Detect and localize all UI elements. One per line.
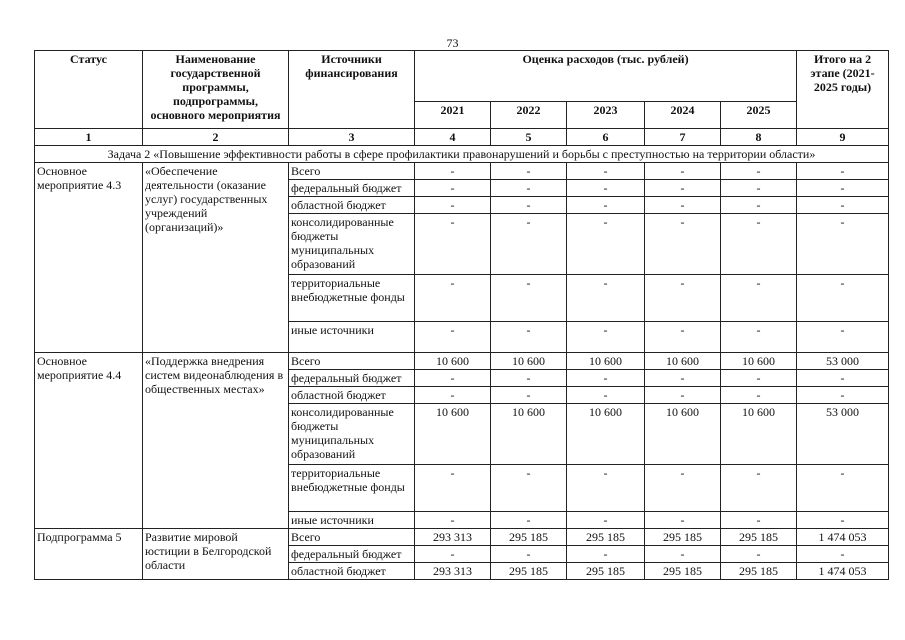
- value-cell: -: [645, 546, 721, 563]
- source-cell: территориальные внебюджетные фонды: [289, 465, 415, 512]
- value-cell: -: [491, 322, 567, 353]
- value-cell: -: [645, 322, 721, 353]
- value-cell: -: [645, 387, 721, 404]
- value-cell: -: [491, 370, 567, 387]
- header-year: 2023: [567, 102, 645, 129]
- value-cell: -: [491, 546, 567, 563]
- value-cell: 295 185: [645, 563, 721, 580]
- value-cell: 10 600: [491, 404, 567, 465]
- value-cell: -: [491, 387, 567, 404]
- value-cell: -: [721, 546, 797, 563]
- header-name: Наименование государственной программы, подпрограммы, основного мероприятия: [143, 51, 289, 129]
- value-cell: -: [797, 322, 889, 353]
- value-cell: -: [567, 275, 645, 322]
- value-cell: -: [797, 387, 889, 404]
- value-cell: 10 600: [415, 353, 491, 370]
- value-cell: 1 474 053: [797, 529, 889, 546]
- source-cell: Всего: [289, 163, 415, 180]
- column-number: 5: [491, 129, 567, 146]
- column-number: 9: [797, 129, 889, 146]
- value-cell: -: [721, 465, 797, 512]
- column-number: 2: [143, 129, 289, 146]
- value-cell: -: [797, 275, 889, 322]
- value-cell: -: [415, 275, 491, 322]
- source-cell: Всего: [289, 529, 415, 546]
- source-cell: Всего: [289, 353, 415, 370]
- table-row: [35, 529, 889, 546]
- value-cell: -: [721, 322, 797, 353]
- value-cell: -: [721, 512, 797, 529]
- value-cell: -: [721, 163, 797, 180]
- value-cell: -: [491, 197, 567, 214]
- value-cell: -: [567, 163, 645, 180]
- value-cell: 293 313: [415, 529, 491, 546]
- header-year: 2021: [415, 102, 491, 129]
- value-cell: -: [645, 180, 721, 197]
- value-cell: 293 313: [415, 563, 491, 580]
- value-cell: 10 600: [415, 404, 491, 465]
- value-cell: -: [645, 275, 721, 322]
- value-cell: 295 185: [567, 563, 645, 580]
- value-cell: -: [415, 322, 491, 353]
- value-cell: 295 185: [645, 529, 721, 546]
- value-cell: -: [797, 180, 889, 197]
- block-status: Основное мероприятие 4.4: [35, 353, 143, 529]
- value-cell: 10 600: [721, 353, 797, 370]
- value-cell: -: [645, 370, 721, 387]
- column-number: 8: [721, 129, 797, 146]
- value-cell: -: [491, 512, 567, 529]
- source-cell: территориальные внебюджетные фонды: [289, 275, 415, 322]
- block-status: Подпрограмма 5: [35, 529, 143, 580]
- value-cell: -: [645, 465, 721, 512]
- block-name: «Поддержка внедрения систем видеонаблюдения в общественных местах»: [143, 353, 289, 529]
- header-year: 2022: [491, 102, 567, 129]
- value-cell: -: [415, 465, 491, 512]
- value-cell: -: [415, 214, 491, 275]
- column-number: 3: [289, 129, 415, 146]
- value-cell: -: [567, 370, 645, 387]
- value-cell: -: [567, 546, 645, 563]
- source-cell: федеральный бюджет: [289, 370, 415, 387]
- table-row: [35, 353, 889, 370]
- value-cell: 10 600: [645, 353, 721, 370]
- source-cell: иные источники: [289, 512, 415, 529]
- value-cell: 53 000: [797, 404, 889, 465]
- value-cell: 10 600: [567, 404, 645, 465]
- source-cell: областной бюджет: [289, 563, 415, 580]
- header-status: Статус: [35, 51, 143, 129]
- value-cell: -: [415, 197, 491, 214]
- value-cell: -: [797, 214, 889, 275]
- value-cell: -: [415, 180, 491, 197]
- source-cell: консолидированные бюджеты муниципальных образований: [289, 214, 415, 275]
- value-cell: -: [567, 387, 645, 404]
- value-cell: -: [721, 214, 797, 275]
- block-status: Основное мероприятие 4.3: [35, 163, 143, 353]
- value-cell: -: [797, 370, 889, 387]
- value-cell: 10 600: [567, 353, 645, 370]
- value-cell: -: [645, 512, 721, 529]
- header-sources: Источники финансирования: [289, 51, 415, 129]
- block-name: «Обеспечение деятельности (оказание услуг) государственных учреждений (организаций)»: [143, 163, 289, 353]
- value-cell: -: [567, 322, 645, 353]
- header-year: 2024: [645, 102, 721, 129]
- value-cell: -: [415, 546, 491, 563]
- value-cell: -: [491, 180, 567, 197]
- page-number: 73: [446, 36, 459, 50]
- value-cell: -: [567, 465, 645, 512]
- value-cell: -: [721, 387, 797, 404]
- value-cell: -: [415, 387, 491, 404]
- value-cell: -: [567, 214, 645, 275]
- source-cell: иные источники: [289, 322, 415, 353]
- value-cell: -: [721, 180, 797, 197]
- source-cell: областной бюджет: [289, 387, 415, 404]
- source-cell: федеральный бюджет: [289, 546, 415, 563]
- value-cell: -: [797, 546, 889, 563]
- header-estimate: Оценка расходов (тыс. рублей): [415, 51, 797, 102]
- value-cell: -: [491, 465, 567, 512]
- value-cell: -: [491, 275, 567, 322]
- table-row: [35, 163, 889, 180]
- value-cell: 1 474 053: [797, 563, 889, 580]
- value-cell: 295 185: [491, 563, 567, 580]
- value-cell: -: [491, 214, 567, 275]
- value-cell: -: [567, 197, 645, 214]
- source-cell: областной бюджет: [289, 197, 415, 214]
- value-cell: -: [415, 370, 491, 387]
- value-cell: -: [567, 512, 645, 529]
- budget-table: [34, 50, 889, 580]
- value-cell: 53 000: [797, 353, 889, 370]
- value-cell: -: [721, 197, 797, 214]
- value-cell: -: [645, 214, 721, 275]
- value-cell: -: [797, 465, 889, 512]
- value-cell: -: [567, 180, 645, 197]
- column-number: 4: [415, 129, 491, 146]
- value-cell: 10 600: [491, 353, 567, 370]
- task-title: Задача 2 «Повышение эффективности работы в сфере профилактики правонарушений и борьбы с преступностью на территории области»: [35, 146, 889, 163]
- value-cell: 295 185: [567, 529, 645, 546]
- value-cell: 10 600: [721, 404, 797, 465]
- value-cell: -: [491, 163, 567, 180]
- source-cell: федеральный бюджет: [289, 180, 415, 197]
- value-cell: 295 185: [721, 529, 797, 546]
- column-number: 7: [645, 129, 721, 146]
- column-number: 1: [35, 129, 143, 146]
- header-total: Итого на 2 этапе (2021-2025 годы): [797, 51, 889, 129]
- value-cell: -: [721, 370, 797, 387]
- value-cell: -: [415, 512, 491, 529]
- value-cell: 10 600: [645, 404, 721, 465]
- value-cell: 295 185: [491, 529, 567, 546]
- source-cell: консолидированные бюджеты муниципальных образований: [289, 404, 415, 465]
- block-name: Развитие мировой юстиции в Белгородской области: [143, 529, 289, 580]
- value-cell: -: [645, 163, 721, 180]
- header-year: 2025: [721, 102, 797, 129]
- value-cell: -: [721, 275, 797, 322]
- column-number-row: [35, 129, 889, 146]
- value-cell: -: [797, 197, 889, 214]
- value-cell: -: [797, 512, 889, 529]
- column-number: 6: [567, 129, 645, 146]
- value-cell: -: [797, 163, 889, 180]
- value-cell: -: [645, 197, 721, 214]
- value-cell: 295 185: [721, 563, 797, 580]
- value-cell: -: [415, 163, 491, 180]
